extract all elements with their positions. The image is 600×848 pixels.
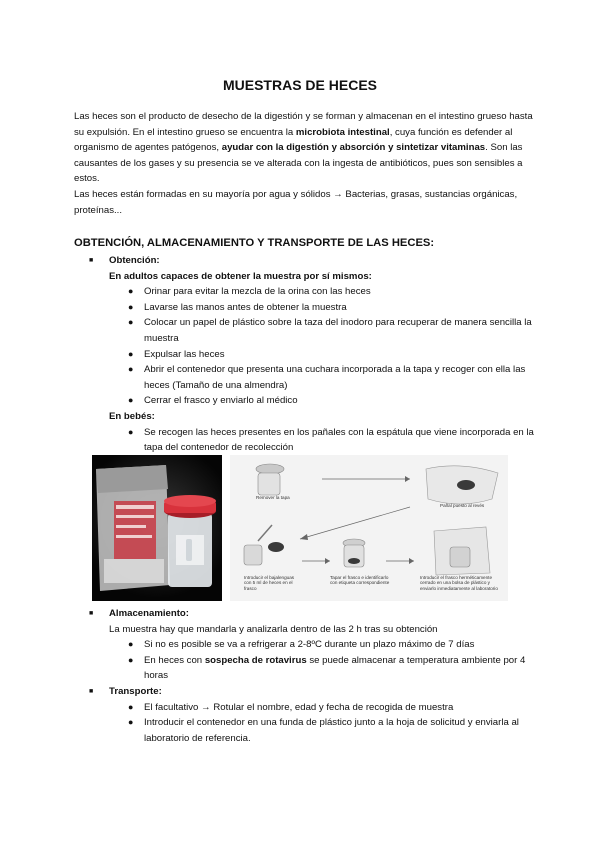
intro-text: , cuya función es defender al organismo de agentes patógenos, xyxy=(74,126,513,154)
diagram-caption: Remover la tapa xyxy=(256,495,290,500)
bullet-icon: ● xyxy=(128,654,134,665)
list-item-text: Colocar un papel de plástico sobre la taza del inodoro para recuperar de manera sencilla la muestra xyxy=(144,317,532,344)
transporte-label: Transporte: xyxy=(109,686,162,697)
bullet-icon: ● xyxy=(128,317,134,328)
bullet-icon: ● xyxy=(128,395,134,406)
almacenamiento-section xyxy=(74,606,534,684)
list-item xyxy=(74,715,534,746)
list-item-text: Introducir el contenedor en una funda de plástico junto a la hoja de solicitud y enviarla al laboratorio de referencia. xyxy=(144,717,519,744)
almacenamiento-label: Almacenamiento: xyxy=(109,608,189,619)
bullet-icon: ● xyxy=(128,364,134,375)
diagram-caption: Introducir el frasco herméticamente cerrado en una bolsa de plástico y enviarlo inmediatamente al laboratorio xyxy=(420,575,498,591)
list-item-text: En heces con xyxy=(144,654,205,666)
intro-section xyxy=(74,109,534,218)
list-item-text: Orinar para evitar la mezcla de la orina con las heces xyxy=(144,286,371,298)
specimen-container-image xyxy=(92,455,222,601)
figure xyxy=(92,455,508,601)
list-item xyxy=(74,637,534,653)
diagram-caption: Pañal puesto al revés xyxy=(440,503,485,508)
bullet-icon: ● xyxy=(128,286,134,297)
bullet-icon: ● xyxy=(128,426,134,437)
list-item xyxy=(74,315,534,346)
intro-bold-functions: ayudar con la digestión y absorción y sintetizar vitaminas xyxy=(221,142,486,154)
list-item-bold: sospecha de rotavirus xyxy=(204,654,307,666)
square-bullet-icon: ■ xyxy=(89,257,94,264)
intro-paragraph-2: Las heces están formadas en su mayoría por agua y sólidos → Bacterias, grasas, sustancias orgánicas, proteínas... xyxy=(74,188,518,216)
section-title: OBTENCIÓN, ALMACENAMIENTO Y TRANSPORTE DE LAS HECES: xyxy=(74,237,435,249)
list-item-text: Cerrar el frasco y enviarlo al médico xyxy=(144,395,298,407)
square-bullet-icon: ■ xyxy=(89,688,94,695)
adults-label xyxy=(74,269,534,285)
list-item xyxy=(74,284,534,300)
transporte-heading xyxy=(74,684,534,700)
collection-steps-diagram xyxy=(230,455,508,601)
specimen-container-photo xyxy=(92,455,222,601)
intro-text: Las heces son el producto de desecho de la digestión y se forman y almacenan en el intestino grueso hasta su expulsión. En el intestino grueso se encuentra la xyxy=(74,111,533,138)
list-item xyxy=(74,393,534,409)
obtencion-label: Obtención: xyxy=(109,255,160,266)
almacenamiento-text: La muestra hay que mandarla y analizarla dentro de las 2 h tras su obtención xyxy=(109,623,438,635)
page-title: MUESTRAS DE HECES xyxy=(222,77,378,93)
list-item-text: El facultativo → Rotular el nombre, edad y fecha de recogida de muestra xyxy=(144,701,454,713)
square-bullet-icon: ■ xyxy=(89,610,94,617)
diagram-caption: Tapar el frasco e identificarlo con etiqueta correspondiente xyxy=(330,575,390,586)
list-item-text: Si no es posible se va a refrigerar a 2-8ºC durante un plazo máximo de 7 días xyxy=(144,639,475,651)
intro-paragraph-1 xyxy=(74,109,534,187)
obtencion-section xyxy=(74,253,534,456)
bullet-icon: ● xyxy=(128,701,134,712)
list-item xyxy=(74,700,534,716)
bullet-icon: ● xyxy=(128,301,134,312)
list-item-text: Abrir el contenedor que presenta una cuchara incorporada a la tapa y recoger con ella las heces (Tamaño de una almendra) xyxy=(144,364,526,391)
intro-text: . Son las causantes de los gases y su presencia se ve alterada con la ingesta de antibióticos, pues son sensibles a estos. xyxy=(74,142,523,185)
almacenamiento-heading xyxy=(74,606,534,622)
bullet-icon: ● xyxy=(128,717,134,728)
babies-label-text: En bebés: xyxy=(109,410,155,422)
list-item xyxy=(74,347,534,363)
list-item xyxy=(74,362,534,393)
list-item-text: Lavarse las manos antes de obtener la muestra xyxy=(144,301,347,313)
obtencion-heading xyxy=(74,253,534,269)
list-item xyxy=(74,300,534,316)
list-item xyxy=(74,653,534,684)
list-item-text: se puede almacenar a temperatura ambiente por 4 horas xyxy=(144,654,526,682)
diagram-caption: Introducir el bajalenguas con 5 ml de heces en el frasco xyxy=(244,575,295,591)
babies-label xyxy=(74,409,534,425)
bullet-icon: ● xyxy=(128,639,134,650)
adults-label-text: En adultos capaces de obtener la muestra por sí mismos: xyxy=(109,270,372,282)
intro-bold-microbiota: microbiota intestinal xyxy=(295,126,390,138)
list-item-text: Se recogen las heces presentes en los pañales con la espátula que viene incorporada en la tapa del contenedor de recolección xyxy=(144,426,534,454)
transporte-section xyxy=(74,684,534,746)
bullet-icon: ● xyxy=(128,348,134,359)
list-item-text: Expulsar las heces xyxy=(144,348,225,360)
list-item xyxy=(74,425,534,456)
